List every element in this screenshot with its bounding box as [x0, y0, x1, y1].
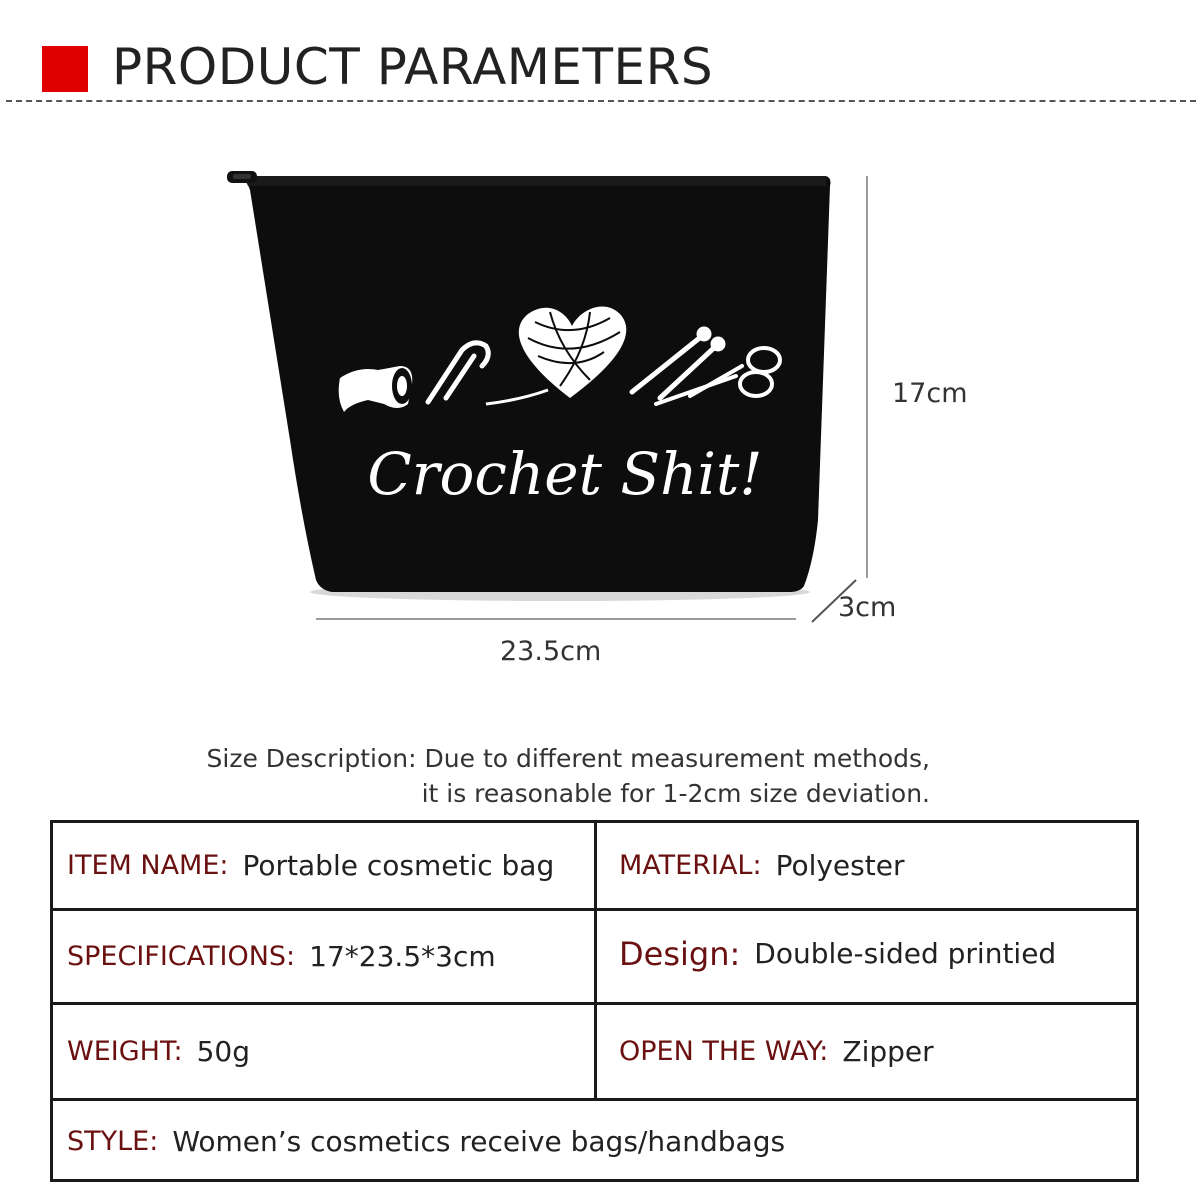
item-name-cell — [67, 823, 587, 908]
zipper-pull-icon — [227, 171, 257, 183]
item-name-label: ITEM NAME: — [67, 850, 229, 881]
weight-label: WEIGHT: — [67, 1036, 183, 1067]
weight-value: 50g — [196, 1035, 250, 1068]
depth-label: 3cm — [838, 592, 897, 623]
material-label: MATERIAL: — [619, 850, 762, 881]
weight-cell — [67, 1005, 587, 1098]
open-the-way-cell — [619, 1005, 1129, 1098]
table-column-divider — [594, 823, 597, 1101]
height-label: 17cm — [892, 378, 968, 409]
material-cell — [619, 823, 1129, 908]
bag-print-text: Crochet Shit! — [367, 440, 763, 508]
design-label: Design: — [619, 934, 741, 973]
open-the-way-label: OPEN THE WAY: — [619, 1036, 829, 1067]
design-cell — [619, 911, 1129, 996]
style-label: STYLE: — [67, 1125, 159, 1157]
open-the-way-value: Zipper — [842, 1035, 934, 1068]
specifications-cell — [67, 911, 587, 1002]
size-description-line2: it is reasonable for 1-2cm size deviation. — [421, 779, 930, 808]
material-value: Polyester — [775, 849, 905, 882]
design-value: Double-sided printied — [754, 937, 1057, 970]
parameters-table — [50, 820, 1139, 1182]
style-value: Women’s cosmetics receive bags/handbags — [172, 1124, 786, 1158]
size-description-line1: Size Description: Due to different measurement methods, — [206, 744, 930, 773]
item-name-value: Portable cosmetic bag — [242, 849, 555, 882]
width-label: 23.5cm — [500, 636, 602, 667]
zipper-band — [244, 176, 826, 186]
specifications-label: SPECIFICATIONS: — [67, 941, 296, 972]
page-title: PRODUCT PARAMETERS — [112, 38, 714, 96]
specifications-value: 17*23.5*3cm — [309, 940, 496, 973]
style-cell — [67, 1101, 1127, 1181]
